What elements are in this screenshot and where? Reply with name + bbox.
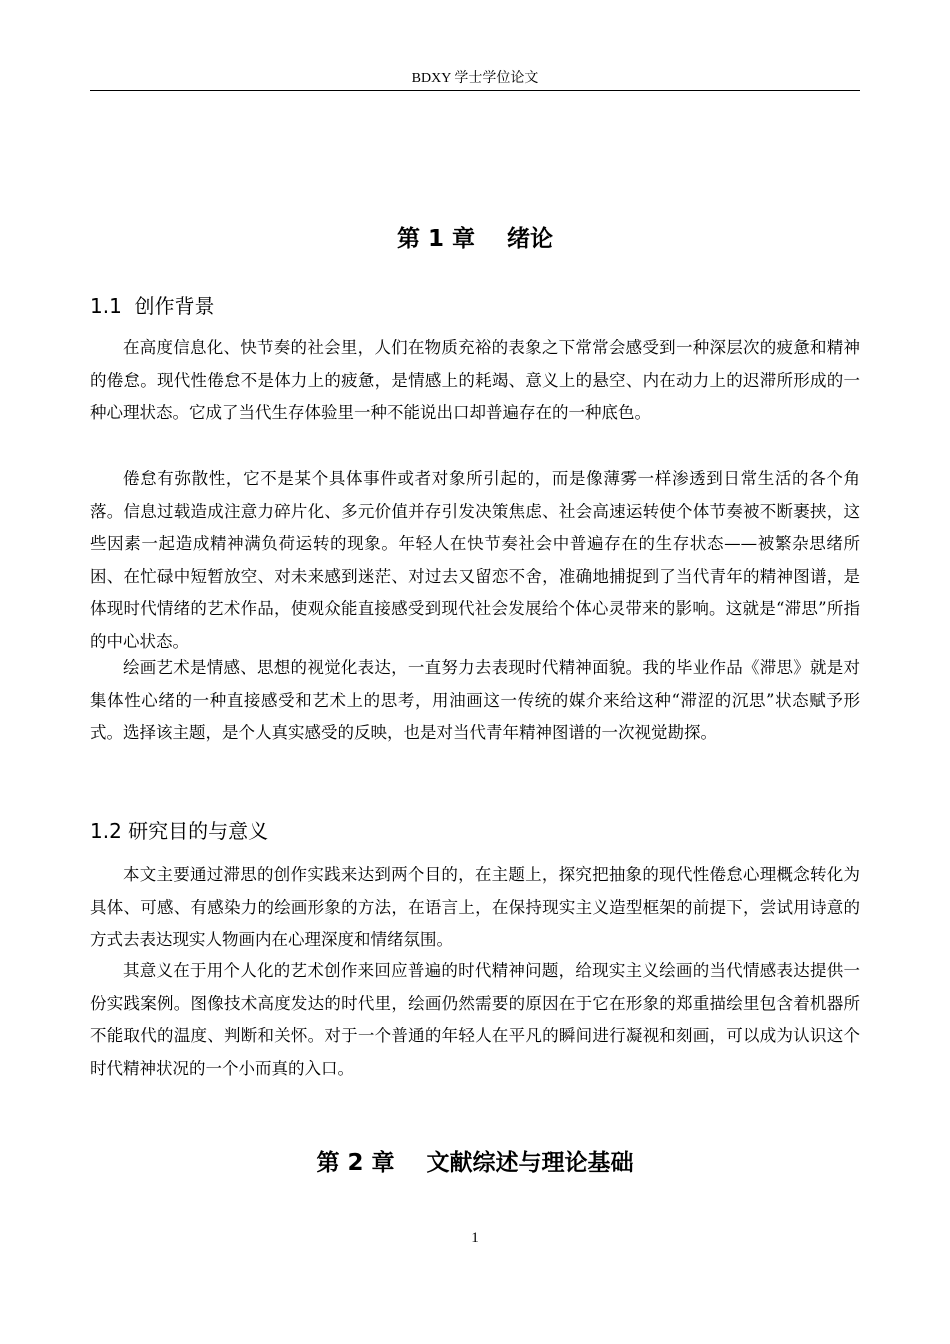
- section-1-1-paragraph-1: 在高度信息化、快节奏的社会里，人们在物质充裕的表象之下常常会感受到一种深层次的疲惫和精神的倦怠。现代性倦怠不是体力上的疲惫，是情感上的耗竭、意义上的悬空、内在动力上的迟滞所形成的一种心理状态。它成了当代生存体验里一种不能说出口却普遍存在的一种底色。: [90, 338, 860, 423]
- section-1-1-paragraph-2: 倦怠有弥散性，它不是某个具体事件或者对象所引起的，而是像薄雾一样渗透到日常生活的各个角落。信息过载造成注意力碎片化、多元价值并存引发决策焦虑、社会高速运转使个体节奏被不断裹挟，这些因素一起造成精神满负荷运转的现象。年轻人在快节奏社会中普遍存在的生存状态——被繁杂思绪所困、在忙碌中短暂放空、对未来感到迷茫、对过去又留恋不舍，准确地捕捉到了当代青年的精神图谱，是体现时代情绪的艺术作品，使观众能直接感受到现代社会发展给个体心灵带来的影响。这就是“滞思”所指的中心状态。: [90, 469, 860, 651]
- section-1-1-paragraph-3: 绘画艺术是情感、思想的视觉化表达，一直努力去表现时代精神面貌。我的毕业作品《滞思》就是对集体性心绪的一种直接感受和艺术上的思考，用油画这一传统的媒介来给这种“滞涩的沉思”状态赋予形式。选择该主题，是个人真实感受的反映，也是对当代青年精神图谱的一次视觉勘探。: [90, 658, 860, 743]
- page-number: 1: [471, 1230, 479, 1246]
- section-1-2-paragraph-1: 本文主要通过滞思的创作实践来达到两个目的，在主题上，探究把抽象的现代性倦怠心理概念转化为具体、可感、有感染力的绘画形象的方法，在语言上，在保持现实主义造型框架的前提下，尝试用诗意的方式去表达现实人物画内在心理深度和情绪氛围。: [90, 865, 860, 950]
- header-rule: [90, 90, 860, 91]
- page-header: BDXY 学士学位论文: [411, 71, 539, 86]
- section-1-2-paragraph-2: 其意义在于用个人化的艺术创作来回应普遍的时代精神问题，给现实主义绘画的当代情感表达提供一份实践案例。图像技术高度发达的时代里，绘画仍然需要的原因在于它在形象的郑重描绘里包含着机器所不能取代的温度、判断和关怀。对于一个普通的年轻人在平凡的瞬间进行凝视和刻画，可以成为认识这个时代精神状况的一个小而真的入口。: [90, 961, 860, 1078]
- chapter-2-title: 第 2 章 文献综述与理论基础: [316, 1150, 634, 1176]
- section-1-2-title: 1.2 研究目的与意义: [90, 819, 269, 843]
- section-1-1-title: 1.1 创作背景: [90, 294, 215, 318]
- chapter-1-title: 第 1 章 绪论: [396, 226, 554, 252]
